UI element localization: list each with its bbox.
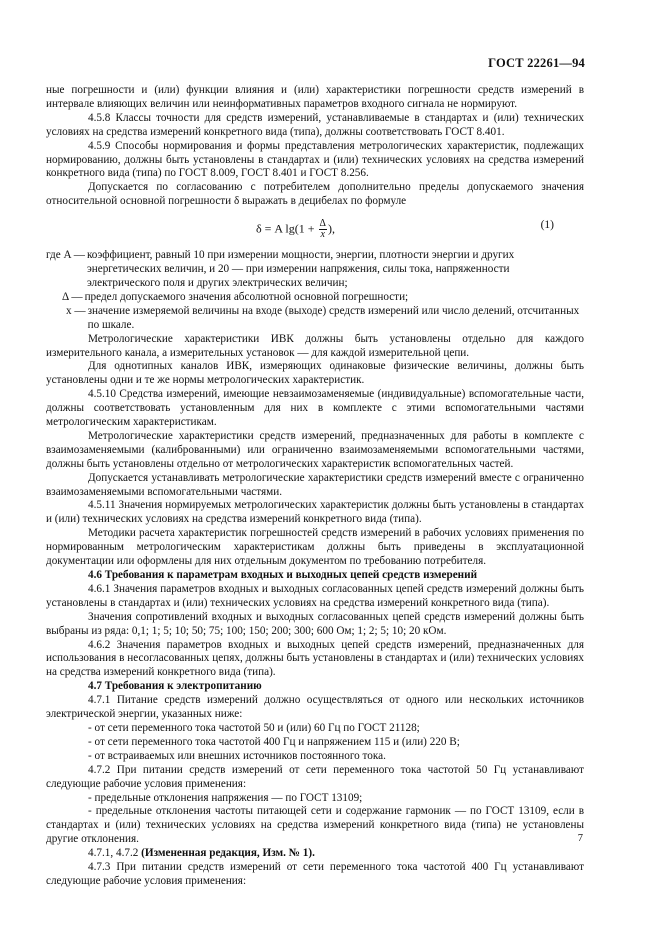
section-heading: 4.6 Требования к параметрам входных и выходных цепей средств измерений xyxy=(88,569,478,581)
amendment-text: (Измененная редакция, Изм. № 1). xyxy=(141,847,315,860)
amendment-note xyxy=(46,847,584,861)
amendment-ref: 4.7.1, 4.7.2 xyxy=(88,847,142,860)
definition-key: где A — xyxy=(46,249,85,262)
list-item: - от встраиваемых или внешних источников постоянного тока. xyxy=(88,749,386,762)
formula-fraction xyxy=(319,219,327,240)
paragraph: Значения сопротивлений входных и выходных согласованных цепей средств измерений должны быть выбраны из ряда: 0,1; 1; 5; 10; 50; 75; 100; 150; 200; 300; 600 Ом; 1; 2; 5; 10; 20 кОм. xyxy=(46,610,584,637)
definition-key: x — xyxy=(66,304,86,317)
formula-block xyxy=(46,209,584,249)
paragraph: Допускается по согласованию с потребителем дополнительно пределы допускаемого значения относительной основной погрешности δ выражать в децибелах по формуле xyxy=(46,181,584,208)
page-body xyxy=(46,84,584,889)
paragraph: 4.5.11 Значения нормируемых метрологических характеристик должны быть установлены в стандартах и (или) технических условиях на средства измерений конкретного вида (типа). xyxy=(46,499,584,526)
paragraph: Для однотипных каналов ИВК, измеряющих одинаковые физические величины, должны быть установлены одни и те же нормы метрологических характеристик. xyxy=(46,360,584,387)
definition-text: значение измеряемой величины на входе (выходе) средств измерений или число делений, отсчитанных по шкале. xyxy=(87,304,580,331)
definition-text: предел допускаемого значения абсолютной основной погрешности; xyxy=(84,290,409,303)
definition-item xyxy=(46,305,584,333)
paragraph: 4.6.1 Значения параметров входных и выходных согласованных цепей средств измерений должны быть установлены в стандартах и (или) технических условиях на средства измерений конкретного вида (типа). xyxy=(46,582,584,609)
document-id-header: ГОСТ 22261—94 xyxy=(488,56,585,70)
fraction-numerator: Δ xyxy=(319,218,326,230)
paragraph: Метрологические характеристики средств измерений, предназначенных для работы в комплекте с взаимозаменяемыми (калиброванными) или ограниченно взаимозаменяемыми вспомогательными частями, должны быть установлены отдельно от метрологических характеристик вспомогательных частей. xyxy=(46,429,584,470)
formula-number: (1) xyxy=(540,219,554,232)
definition-key: Δ — xyxy=(62,290,83,303)
paragraph: 4.7.1 Питание средств измерений должно осуществляться от одного или нескольких источников электрической энергии, указанных ниже: xyxy=(46,694,584,721)
section-heading: 4.7 Требования к электропитанию xyxy=(88,680,262,693)
list-item: - предельные отклонения напряжения — по ГОСТ 13109; xyxy=(88,791,363,804)
paragraph: 4.7.3 При питании средств измерений от сети переменного тока частотой 400 Гц устанавливают следующие рабочие условия применения: xyxy=(46,861,584,887)
page-number: 7 xyxy=(577,833,583,844)
definition-item xyxy=(46,249,584,291)
paragraph: ные погрешности и (или) функции влияния и (или) характеристики погрешности средств измерений в интервале влияющих величин или неинформативных параметров входного сигнала не нормируют. xyxy=(46,84,584,110)
formula-rhs: ), xyxy=(327,221,335,236)
fraction-denominator: x xyxy=(320,229,325,241)
paragraph: Методики расчета характеристик погрешностей средств измерений в рабочих условиях применения по нормированным метрологическим характеристикам должны быть приведены в эксплуатационной документации или оформлены для них отдельным документом по требованию потребителя. xyxy=(46,527,584,568)
paragraph: Допускается устанавливать метрологические характеристики средств измерений вместе с ограниченно взаимозаменяемыми вспомогательными частями. xyxy=(46,471,584,498)
formula xyxy=(256,219,335,240)
paragraph: 4.5.10 Средства измерений, имеющие невзаимозаменяемые (индивидуальные) вспомогательные части, должны соответствовать установленным для них в комплекте с этими вспомогательными частями метрологическим характеристикам. xyxy=(46,388,584,429)
paragraph: 4.5.8 Классы точности для средств измерений, устанавливаемые в стандартах и (или) технических условиях на средства измерений конкретного вида (типа), должны соответствовать ГОСТ 8.401. xyxy=(46,111,584,138)
list-item: - от сети переменного тока частотой 400 Гц и напряжением 115 и (или) 220 В; xyxy=(88,735,460,748)
paragraph: 4.6.2 Значения параметров входных и выходных цепей средств измерений, предназначенных для использования в несогласованных цепях, должны быть установлены в стандартах и (или) технических условиях на средства измерений конкретного вида (типа). xyxy=(46,638,584,679)
formula-lhs: δ = A lg(1 + xyxy=(256,221,318,236)
definition-text: коэффициент, равный 10 при измерении мощности, энергии, плотности энергии и других энергетических величин, и 20 — при измерении напряжения, силы тока, напряженности электрического поля и других электрических величин; xyxy=(86,249,515,289)
definition-item xyxy=(46,291,584,305)
paragraph: Метрологические характеристики ИВК должны быть установлены отдельно для каждого измерительного канала, а измерительных установок — для каждой измерительной цепи. xyxy=(46,332,584,359)
paragraph: 4.7.2 При питании средств измерений от сети переменного тока частотой 50 Гц устанавливают следующие рабочие условия применения: xyxy=(46,763,584,790)
paragraph: 4.5.9 Способы нормирования и формы представления метрологических характеристик, подлежащих нормированию, должны быть установлены в стандартах и (или) технических условиях на средства измерений конкретного вида (типа) по ГОСТ 8.009, ГОСТ 8.401 и ГОСТ 8.256. xyxy=(46,139,584,180)
list-item: - предельные отклонения частоты питающей сети и содержание гармоник — по ГОСТ 13109, если в стандартах и (или) технических условиях на средства измерений конкретного вида (типа) не установлены другие отклонения. xyxy=(46,805,584,846)
list-item: - от сети переменного тока частотой 50 и (или) 60 Гц по ГОСТ 21128; xyxy=(88,721,420,734)
